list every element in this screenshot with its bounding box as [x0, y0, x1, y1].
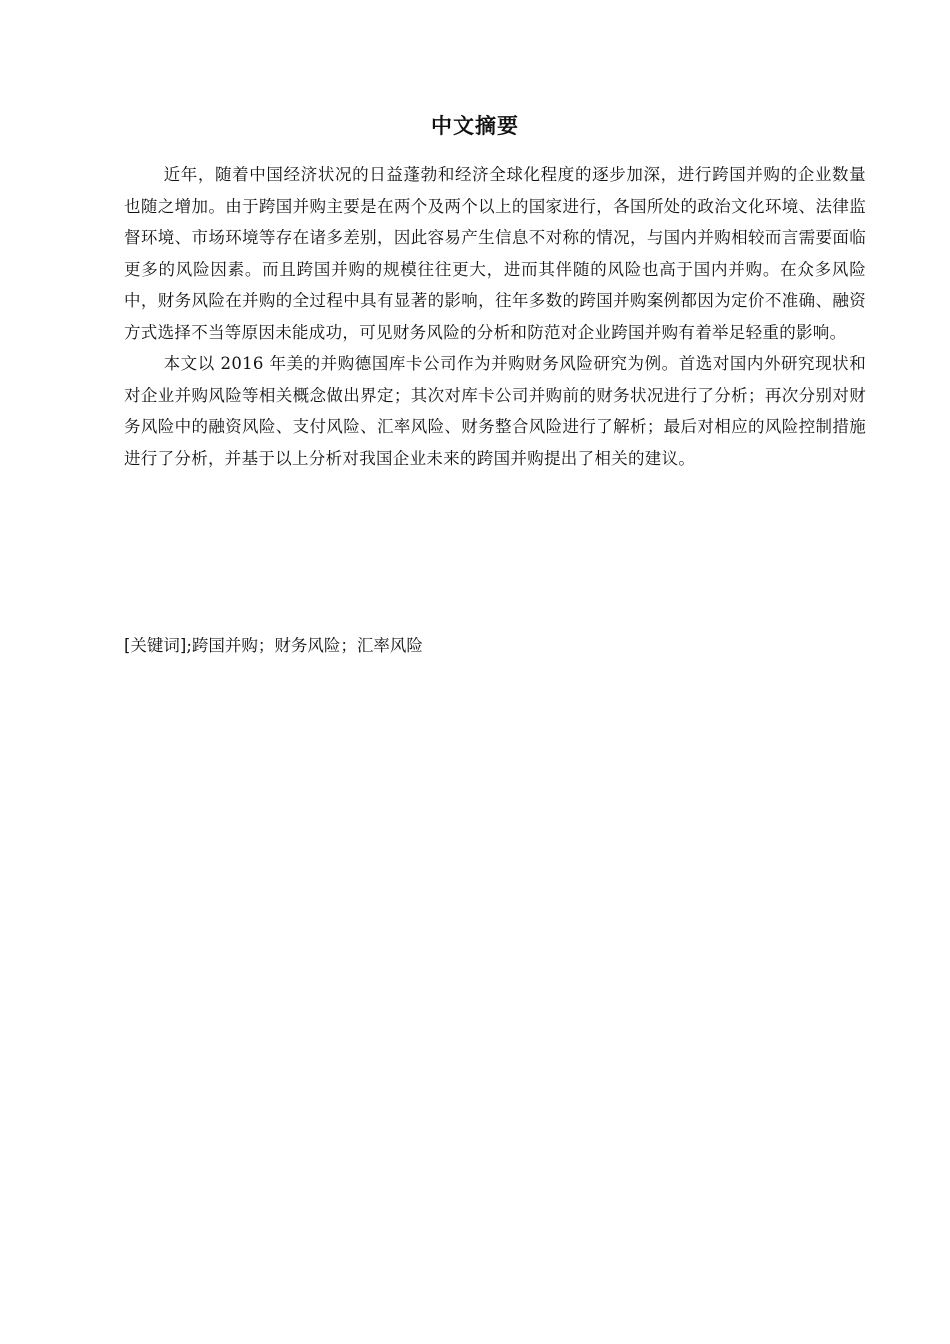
- abstract-paragraph-2: 本文以 2016 年美的并购德国库卡公司作为并购财务风险研究为例。首选对国内外研究现状和对企业并购风险等相关概念做出界定；其次对库卡公司并购前的财务状况进行了分析；再次分别对财务风险中的融资风险、支付风险、汇率风险、财务整合风险进行了解析；最后对相应的风险控制措施进行了分析，并基于以上分析对我国企业未来的跨国并购提出了相关的建议。: [124, 354, 866, 468]
- page-title: 中文摘要: [431, 114, 519, 138]
- abstract-body: [124, 159, 866, 474]
- abstract-paragraph-1: 近年，随着中国经济状况的日益蓬勃和经济全球化程度的逐步加深，进行跨国并购的企业数量也随之增加。由于跨国并购主要是在两个及两个以上的国家进行，各国所处的政治文化环境、法律监督环境、市场环境等存在诸多差别，因此容易产生信息不对称的情况，与国内并购相较而言需要面临更多的风险因素。而且跨国并购的规模往往更大，进而其伴随的风险也高于国内并购。在众多风险中，财务风险在并购的全过程中具有显著的影响，往年多数的跨国并购案例都因为定价不准确、融资方式选择不当等原因未能成功，可见财务风险的分析和防范对企业跨国并购有着举足轻重的影响。: [124, 165, 866, 342]
- keywords-label: [关键词]: [124, 636, 187, 655]
- keywords-text: ;跨国并购；财务风险；汇率风险: [186, 636, 423, 655]
- keywords-line: [124, 630, 423, 662]
